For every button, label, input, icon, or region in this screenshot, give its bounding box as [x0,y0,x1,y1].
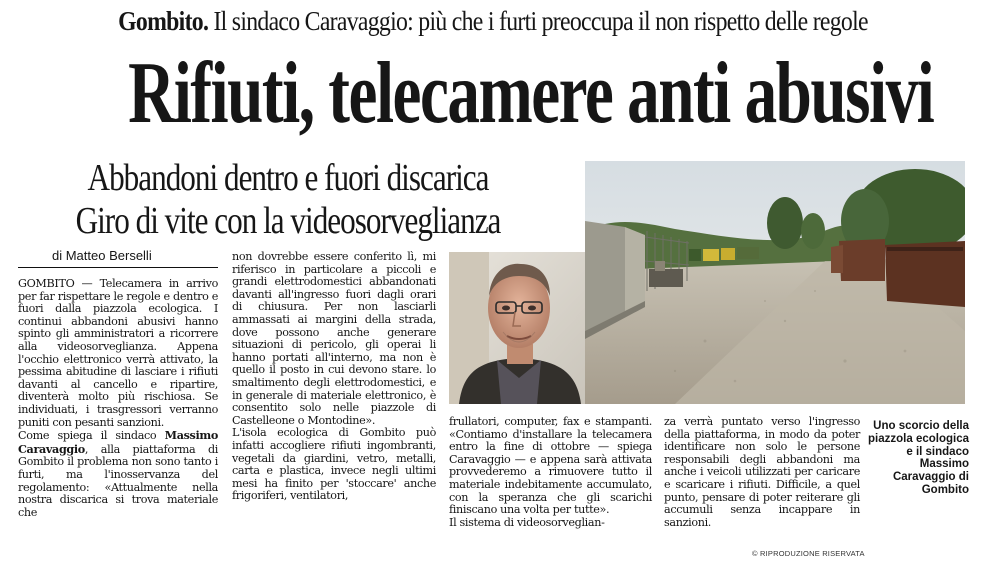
headline: Rifiuti, telecamere anti abusivi [128,45,934,142]
article-column-2 [232,251,436,503]
article-column-3 [449,416,652,529]
person-name: Massimo Caravaggio [18,428,218,456]
landfill-platform-photo [585,161,965,404]
article-paragraph: GOMBITO — Telecamera in arrivo per far rispettare le regole e dentro e fuori dalla piazzola ecologica. I continui abbandoni abusivi hanno spinto gli amministratori a ricorrere alla videosorveglianza. Appena l'occhio elettronico verrà attivato, la pessima abitudine di lasciare i rifiuti davanti al cancello e ripartire, diventerà molto più rischiosa. Se individuati, i trasgressori verranno puniti con pesanti sanzioni. [18,277,218,429]
byline-text: di Matteo Berselli [52,248,152,263]
article-paragraph [18,429,218,519]
kicker-line [59,6,927,37]
subhead-1: Abbandoni dentro e fuori discarica [87,157,489,199]
kicker-text: Il sindaco Caravaggio: più che i furti preoccupa il non rispetto delle regole [213,6,868,36]
text-run: Come spiega il sindaco [18,429,165,443]
article-paragraph: za verrà puntato verso l'ingresso della piattaforma, in modo da poter identificare non solo le persone responsabili degli abbandoni ma anche i veicoli utilizzati per caricare e scaricare i rifiuti. Difficile, a quel punto, pensare di poter reiterare gli accumuli senza incappare in sanzioni. [664,415,860,529]
article-paragraph: Il sistema di videosorveglian- [449,515,605,529]
text-run: , alla piattaforma di Gombito il problema non sono tanto i furti, ma l'inosservanza del regolamento: «Attualmente nella nostra discarica si trova materiale che [18,442,218,519]
subhead-2: Giro di vite con la videosorveglianza [75,200,501,242]
article-column-1 [18,278,218,519]
copyright-notice: © RIPRODUZIONE RISERVATA [752,549,865,558]
mayor-portrait-photo [449,252,590,404]
article-column-4 [664,416,860,529]
photo-caption: Uno scorcio della piazzola ecologica e il sindaco Massimo Caravaggio di Gombito [868,420,969,496]
article-paragraph: L'isola ecologica di Gombito può infatti accogliere rifiuti ingombranti, vegetali da giardini, vetro, metalli, carta e plastica, invece negli ultimi mesi ha finito per 'stoccare' anche frigoriferi, ventilatori, [232,426,436,503]
article-paragraph: frullatori, computer, fax e stampanti. «Contiamo d'installare la telecamera entro la fine di ottobre — spiega Caravaggio — e appena sarà attivata provvederemo a rimuovere tutto il materiale indebitamente accumulato, con la speranza che gli scarichi finiscano una volta per tutte». [449,415,652,517]
byline [18,248,218,268]
kicker-lead: Gombito. [118,6,209,36]
article-paragraph: non dovrebbe essere conferito lì, mi riferisco in particolare a piccoli e grandi elettrodomestici abbandonati davanti all'ingresso fuori dagli orari di chiusura. Per non lasciarli ammassati ai margini della strada, dove possono anche generare situazioni di pericolo, gli operai li hanno portati all'interno, ma non è quello il posto in cui devono stare. lo smaltimento degli elettrodomestici, e in generale di materiale elettronico, è consentito solo nelle piazzole di Castelleone o Montodine». [232,250,436,427]
